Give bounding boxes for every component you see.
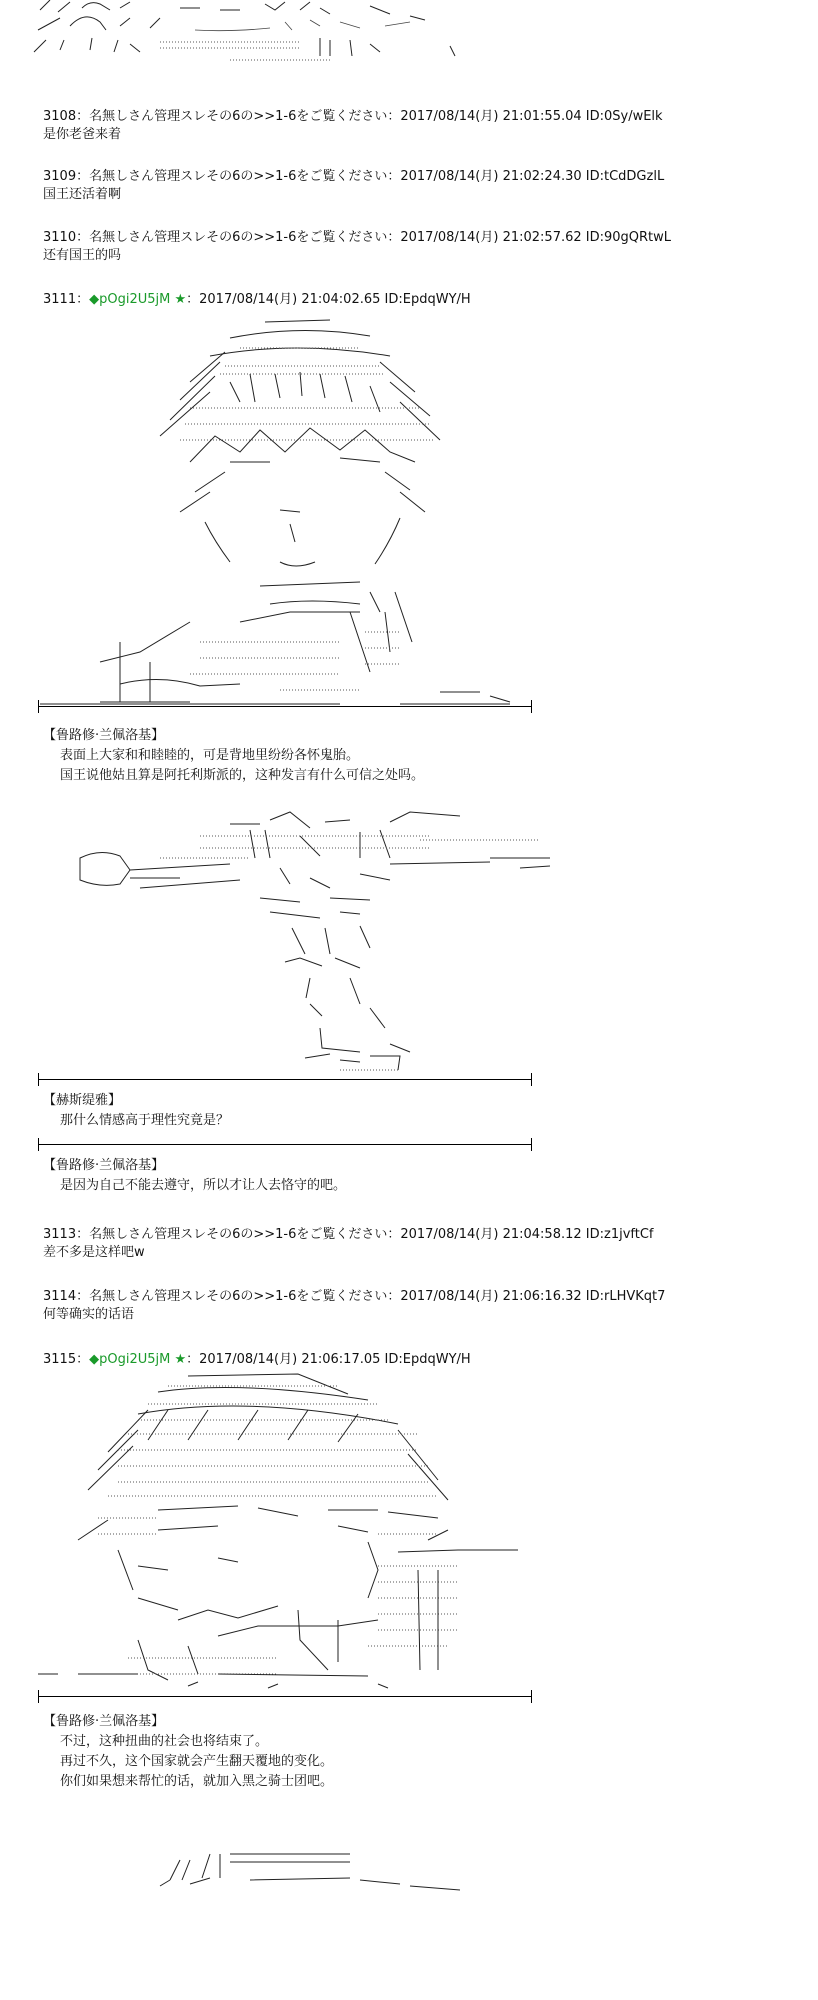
divider-cap [38, 1690, 39, 1703]
post-body: 差不多是这样吧w [43, 1245, 145, 1260]
author-trip[interactable]: ◆pOgi2U5jM ★ [89, 1352, 187, 1367]
post-meta: ：2017/08/14(月) 21:06:17.05 ID:EpdqWY/H [186, 1352, 471, 1367]
post-header: 3109：名無しさん管理スレその6の>>1-6をご覧ください：2017/08/14(月) 21:02:24.30 ID:tCdDGzlL [43, 169, 665, 184]
dialog-speaker: 【鲁路修·兰佩洛基】 [43, 728, 165, 743]
ascii-art-hestia [60, 808, 550, 1078]
post-number: 3111： [43, 292, 90, 307]
divider [38, 1144, 532, 1145]
divider-cap [38, 1073, 39, 1086]
post-body: 国王还活着啊 [43, 187, 122, 202]
ascii-art-lelouch-2 [38, 1370, 538, 1694]
divider [38, 1079, 532, 1080]
dialog-line: 表面上大家和和睦睦的，可是背地里纷纷各怀鬼胎。 [60, 748, 360, 763]
ascii-art-lelouch-1 [40, 312, 530, 712]
dialog-speaker: 【鲁路修·兰佩洛基】 [43, 1714, 165, 1729]
author-post-header [43, 291, 471, 308]
post-number: 3115： [43, 1352, 90, 1367]
post-meta: ：2017/08/14(月) 21:04:02.65 ID:EpdqWY/H [186, 292, 471, 307]
dialog-speaker: 【赫斯缇雅】 [43, 1093, 122, 1108]
dialog-line: 你们如果想来帮忙的话，就加入黑之骑士团吧。 [60, 1774, 334, 1789]
divider-cap [531, 700, 532, 713]
author-post-header [43, 1351, 471, 1368]
post-header: 3113：名無しさん管理スレその6の>>1-6をご覧ください：2017/08/14(月) 21:04:58.12 ID:z1jvftCf [43, 1227, 654, 1242]
divider-cap [38, 1138, 39, 1151]
post-body: 还有国王的吗 [43, 248, 122, 263]
divider-cap [531, 1138, 532, 1151]
divider [38, 706, 532, 707]
post-body: 何等确实的话语 [43, 1307, 135, 1322]
ascii-art-top-fragment [30, 0, 470, 72]
dialog-line: 国王说他姑且算是阿托利斯派的，这种发言有什么可信之处吗。 [60, 768, 425, 783]
post-body: 是你老爸来着 [43, 127, 122, 142]
post-header: 3114：名無しさん管理スレその6の>>1-6をご覧ください：2017/08/14(月) 21:06:16.32 ID:rLHVKqt7 [43, 1289, 666, 1304]
post-header: 3110：名無しさん管理スレその6の>>1-6をご覧ください：2017/08/14(月) 21:02:57.62 ID:90gQRtwL [43, 230, 672, 245]
divider-cap [531, 1690, 532, 1703]
divider-cap [531, 1073, 532, 1086]
author-trip[interactable]: ◆pOgi2U5jM ★ [89, 292, 187, 307]
ascii-art-bottom-fragment [150, 1850, 470, 2000]
dialog-line: 再过不久，这个国家就会产生翻天覆地的变化。 [60, 1754, 334, 1769]
post-header: 3108：名無しさん管理スレその6の>>1-6をご覧ください：2017/08/14(月) 21:01:55.04 ID:0Sy/wElk [43, 109, 663, 124]
dialog-line: 那什么情感高于理性究竟是？ [60, 1113, 230, 1128]
dialog-line: 是因为自己不能去遵守，所以才让人去恪守的吧。 [60, 1178, 347, 1193]
divider [38, 1696, 532, 1697]
dialog-speaker: 【鲁路修·兰佩洛基】 [43, 1158, 165, 1173]
divider-cap [38, 700, 39, 713]
dialog-line: 不过，这种扭曲的社会也将结束了。 [60, 1734, 269, 1749]
